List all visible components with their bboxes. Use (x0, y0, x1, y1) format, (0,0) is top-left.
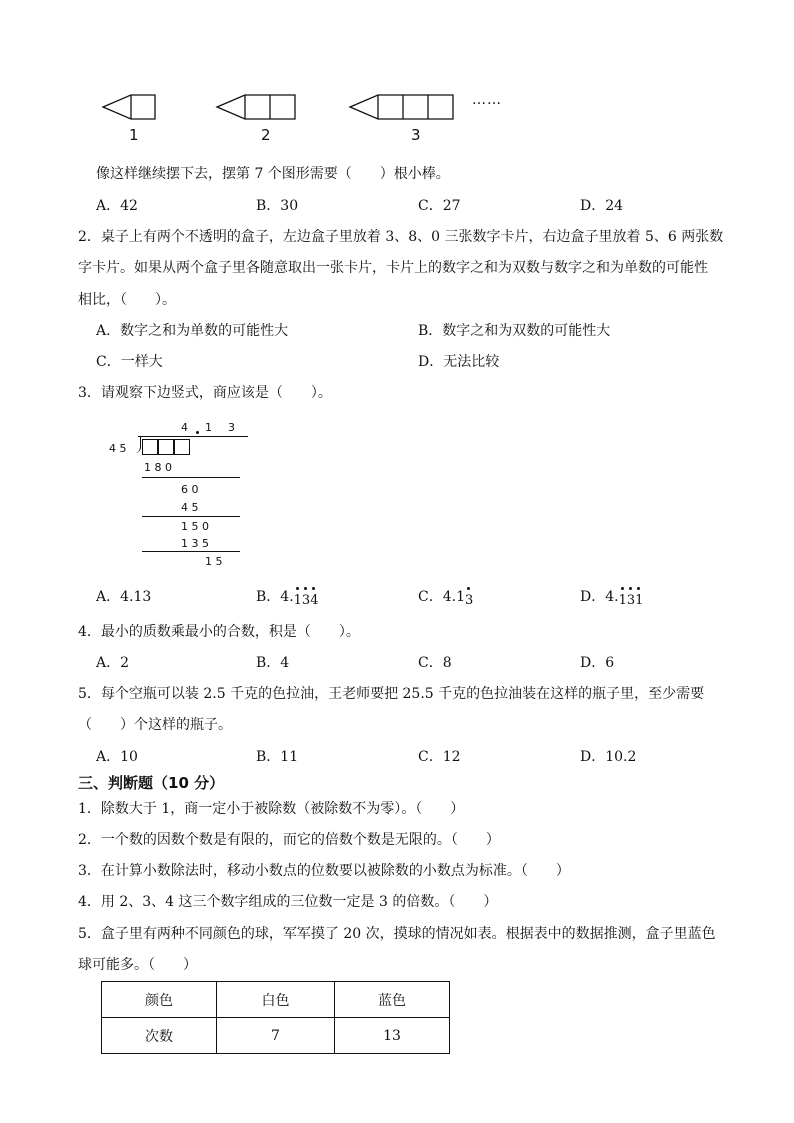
division-bracket (134, 436, 141, 453)
q4-option-b: B．4 (256, 655, 290, 671)
quotient-digit-1: 4 (181, 421, 188, 434)
judge-item-5-line-1: 5．盒子里有两种不同颜色的球，军军摸了 20 次，摸球的情况如表。根据表中的数据推测，盒子里蓝色 (78, 926, 716, 942)
q2-option-c: C．一样大 (96, 354, 163, 370)
step-line-1 (142, 477, 240, 478)
table-row (102, 982, 450, 1018)
q2-line-1: 2．桌子上有两个不透明的盒子，左边盒子里放着 3、8、0 三张数字卡片，右边盒子里放着 5、6 两张数 (78, 229, 724, 245)
table-row-label: 次数 (102, 1018, 217, 1054)
q5-option-d: D．10.2 (580, 749, 637, 765)
q2-line-3: 相比，（ ）。 (78, 292, 176, 308)
step-6: 1 5 (205, 555, 223, 568)
figure-2-shape (217, 95, 295, 119)
q3-option-b (256, 587, 318, 608)
q4-option-d: D．6 (580, 655, 615, 671)
quotient-digit-3: 3 (228, 421, 235, 434)
figure-label-2: 2 (261, 126, 271, 144)
q3-option-b-digits: 134 (293, 593, 319, 608)
q3-option-c (418, 587, 473, 608)
decimal-point (196, 431, 199, 434)
q3-text: 3．请观察下边竖式，商应该是（ ）。 (78, 385, 332, 401)
q1-option-b: B．30 (256, 198, 299, 214)
judge-item-3: 3．在计算小数除法时，移动小数点的位数要以被除数的小数点为标准。（ ） (78, 863, 570, 879)
step-3: 4 5 (181, 501, 199, 514)
q3-option-d-digits: 131 (618, 593, 644, 608)
step-1: 1 8 0 (144, 461, 172, 474)
q3-option-d (580, 587, 643, 608)
q3-option-b-repeating (294, 591, 319, 611)
step-line-2 (142, 516, 240, 517)
q5-line-2: （ ）个这样的瓶子。 (78, 717, 232, 733)
table-white-count: 7 (217, 1018, 335, 1054)
q2-line-2: 字卡片。如果从两个盒子里各随意取出一张卡片，卡片上的数字之和为双数与数字之和为单数的可能性 (78, 260, 708, 276)
q3-option-d-repeating (619, 591, 644, 611)
q1-option-d: D．24 (580, 198, 624, 214)
table-header-color: 颜色 (102, 982, 217, 1018)
division-bar (138, 436, 248, 437)
long-division (100, 415, 260, 575)
q3-option-c-prefix: C．4.1 (418, 589, 465, 605)
step-line-3 (142, 551, 240, 552)
step-4: 1 5 0 (181, 520, 209, 533)
dividend-box-3 (174, 439, 190, 455)
q3-option-c-digits: 3 (464, 593, 474, 608)
q4-option-a: A．2 (96, 655, 130, 671)
dividend-box-2 (158, 439, 174, 455)
step-2: 6 0 (181, 483, 199, 496)
figure-1-shape (103, 95, 155, 119)
q1-text: 像这样继续摆下去，摆第 7 个图形需要（ ）根小棒。 (96, 166, 450, 182)
q4-option-c: C．8 (418, 655, 452, 671)
judge-item-2: 2．一个数的因数个数是有限的，而它的倍数个数是无限的。（ ） (78, 832, 500, 848)
figure-3-shape (350, 95, 453, 119)
table-blue-count: 13 (335, 1018, 450, 1054)
q3-option-b-prefix: B．4. (256, 589, 294, 605)
dividend-box-1 (142, 439, 158, 455)
table-header-white: 白色 (217, 982, 335, 1018)
judge-item-1: 1．除数大于 1，商一定小于被除数（被除数不为零）。（ ） (78, 801, 465, 817)
q1-option-a: A．42 (96, 198, 138, 214)
table-header-blue: 蓝色 (335, 982, 450, 1018)
section-3-title: 三、判断题（10 分） (78, 774, 225, 792)
q5-option-c: C．12 (418, 749, 461, 765)
q3-option-d-prefix: D．4. (580, 589, 619, 605)
divisor: 4 5 (109, 442, 127, 455)
q5-option-b: B．11 (256, 749, 299, 765)
q2-option-b: B．数字之和为双数的可能性大 (418, 323, 611, 339)
table-row (102, 1018, 450, 1054)
step-5: 1 3 5 (181, 537, 209, 550)
q2-option-d: D．无法比较 (418, 354, 500, 370)
judge-item-4: 4．用 2、3、4 这三个数字组成的三位数一定是 3 的倍数。（ ） (78, 894, 498, 910)
ball-count-table (101, 981, 450, 1054)
q5-line-1: 5．每个空瓶可以装 2.5 千克的色拉油，王老师要把 25.5 千克的色拉油装在这样的瓶子里，至少需要 (78, 686, 705, 702)
q4-text: 4．最小的质数乘最小的合数，积是（ ）。 (78, 624, 360, 640)
q5-option-a: A．10 (96, 749, 138, 765)
q3-option-a: A．4.13 (96, 589, 152, 605)
figure-label-3: 3 (411, 126, 421, 144)
figure-label-1: 1 (129, 126, 139, 144)
q2-option-a: A．数字之和为单数的可能性大 (96, 323, 289, 339)
judge-item-5-line-2: 球可能多。（ ） (78, 957, 197, 973)
q1-option-c: C．27 (418, 198, 461, 214)
figures-ellipsis: …… (472, 92, 502, 108)
quotient-digit-2: 1 (205, 421, 212, 434)
q3-option-c-repeating (465, 591, 473, 611)
